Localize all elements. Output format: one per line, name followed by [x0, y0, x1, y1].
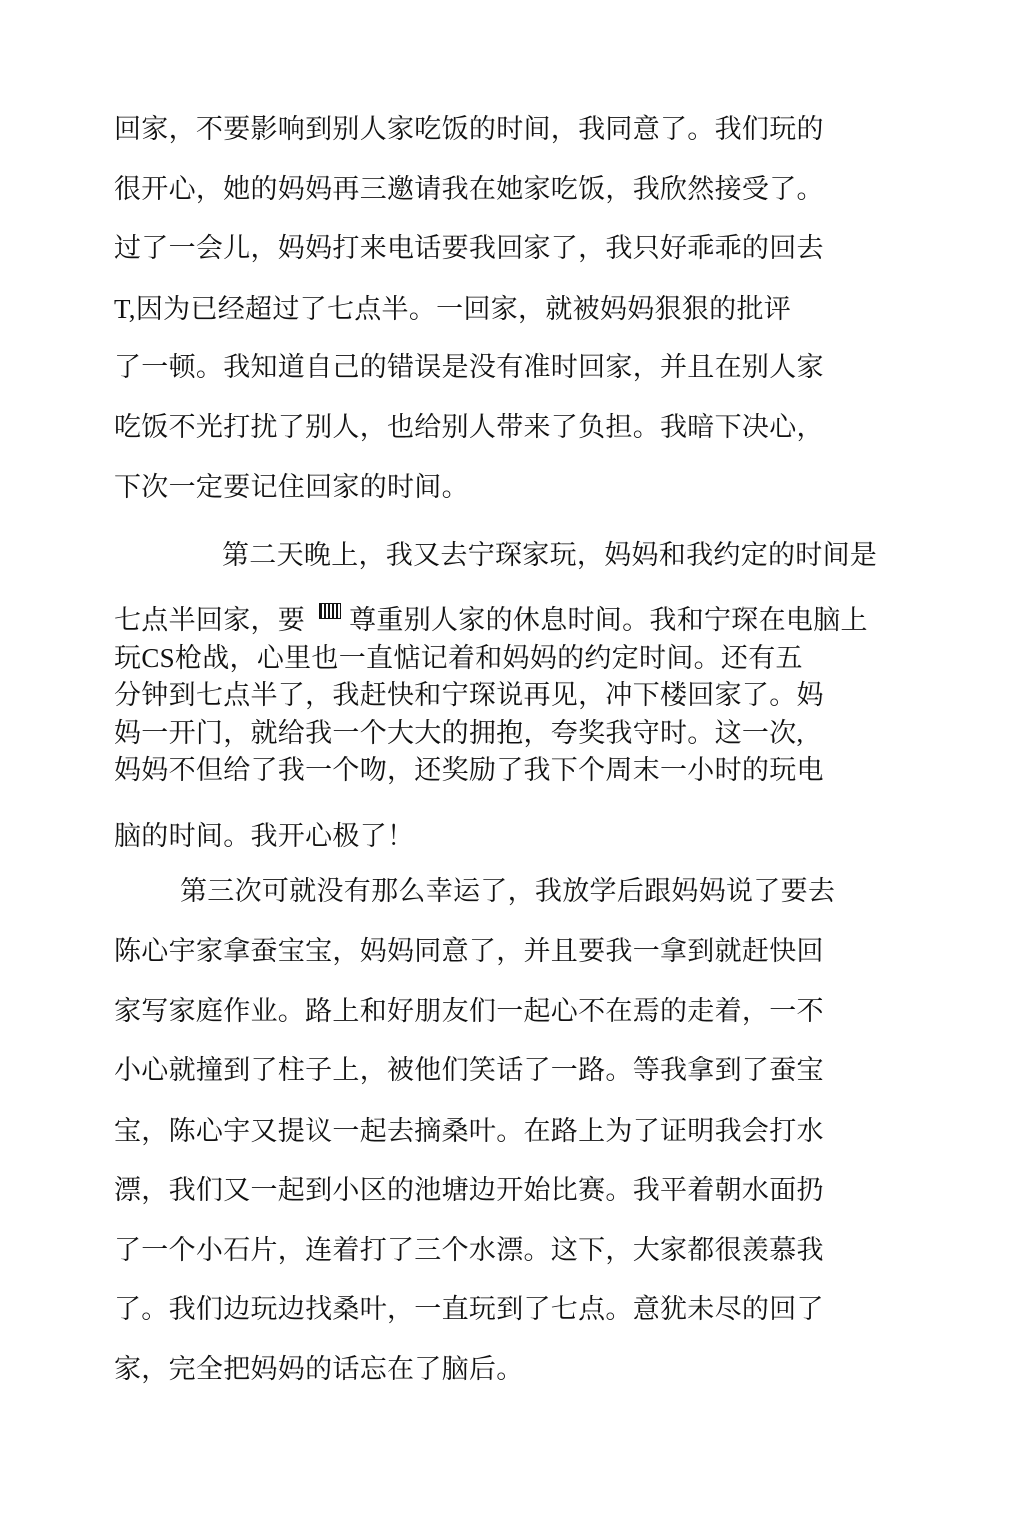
text-line: 很开心，她的妈妈再三邀请我在她家吃饭，我欣然接受了。	[114, 174, 824, 205]
text-line: 陈心宇家拿蚕宝宝，妈妈同意了，并且要我一拿到就赶快回	[114, 936, 824, 967]
text-line: 了一个小石片，连着打了三个水漂。这下，大家都很羡慕我	[114, 1235, 824, 1266]
text-fragment: 因为已经超过了七点半。一回家，就被妈妈狠狠的批评	[135, 294, 792, 325]
text-fragment: 玩	[114, 643, 142, 674]
text-line: 下次一定要记住回家的时间。	[114, 472, 469, 503]
garbled-glyph-icon	[319, 603, 341, 619]
text-line: 分钟到七点半了，我赶快和宁琛说再见，冲下楼回家了。妈	[114, 680, 824, 711]
text-fragment: ,	[796, 718, 804, 748]
text-line: 回家，不要影响到别人家吃饭的时间，我同意了。我们玩的	[114, 114, 824, 145]
text-line: 宝，陈心宇又提议一起去摘桑叶。在路上为了证明我会打水	[114, 1116, 824, 1147]
text-line	[114, 603, 868, 637]
text-line	[114, 642, 803, 675]
text-line: 漂，我们又一起到小区的池塘边开始比赛。我平着朝水面扔	[114, 1175, 824, 1206]
text-line: 第二天晚上，我又去宁琛家玩，妈妈和我约定的时间是	[222, 540, 878, 571]
text-line: 第三次可就没有那么幸运了，我放学后跟妈妈说了要去	[180, 876, 836, 907]
text-line: 家，完全把妈妈的话忘在了脑后。	[114, 1354, 524, 1385]
text-fragment: 枪战，心里也一直惦记着和妈妈的约定时间。还有五	[174, 643, 803, 674]
text-fragment: 尊重别人家的休息时间。我和宁琛在电脑上	[349, 605, 868, 636]
text-line: 家写家庭作业。路上和好朋友们一起心不在焉的走着，一不	[114, 996, 824, 1027]
text-fragment: 妈一开门，就给我一个大大的拥抱，夸奖我守时。这一次	[114, 718, 797, 749]
text-line: 了一顿。我知道自己的错误是没有准时回家，并且在别人家	[114, 352, 824, 383]
text-fragment: CS	[141, 643, 175, 673]
text-line: 过了一会儿，妈妈打来电话要我回家了，我只好乖乖的回去	[114, 233, 824, 264]
text-line: 小心就撞到了柱子上，被他们笑话了一路。等我拿到了蚕宝	[114, 1055, 824, 1086]
text-line: 脑的时间。我开心极了！	[114, 821, 415, 852]
text-line	[114, 717, 804, 750]
text-fragment: T,	[114, 294, 136, 324]
text-line	[114, 293, 791, 326]
text-line: 了。我们边玩边找桑叶，一直玩到了七点。意犹未尽的回了	[114, 1294, 824, 1325]
text-fragment: 七点半回家，要	[114, 605, 306, 636]
text-line: 吃饭不光打扰了别人，也给别人带来了负担。我暗下决心，	[114, 412, 824, 443]
text-line: 妈妈不但给了我一个吻，还奖励了我下个周末一小时的玩电	[114, 755, 824, 786]
